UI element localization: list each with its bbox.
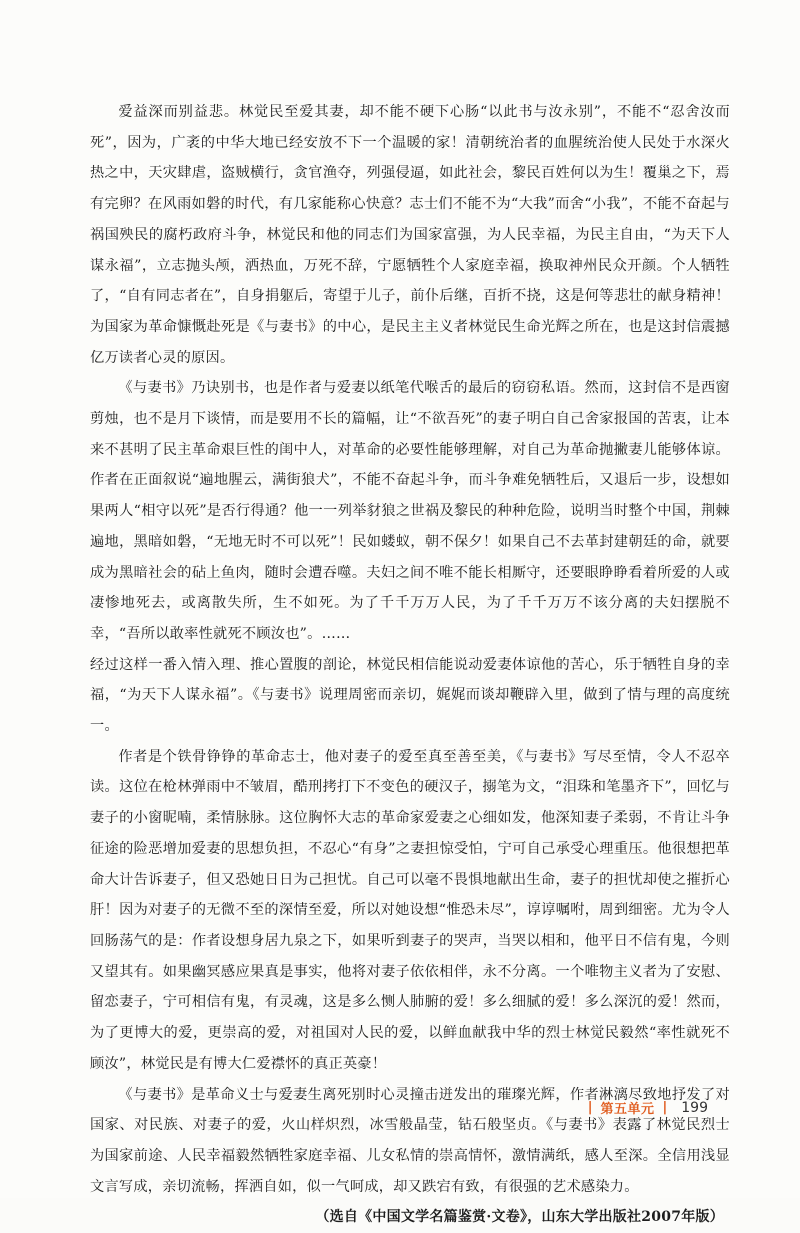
- unit-label: 第五单元: [600, 1102, 655, 1117]
- article-body: [90, 97, 730, 1233]
- source-citation: （选自《中国文学名篇鉴赏·文卷》，山东大学出版社2007年版）: [315, 1209, 724, 1226]
- paragraph: 作者是个铁骨铮铮的革命志士，他对妻子的爱至真至善至美，《与妻书》写尽至情，令人不忍卒读。这位在枪林弹雨中不皱眉，酷刑拷打下不变色的硬汉子，搦笔为文，“泪珠和笔墨齐下”，回忆与妻子的小窗昵喃，柔情脉脉。这位胸怀大志的革命家爱妻之心细如发，他深知妻子柔弱，不肯让斗争征途的险恶增加爱妻的思想负担，不忍心“有身”之妻担惊受怕，宁可自己承受心理重压。他很想把革命大计告诉妻子，但又恐她日日为己担忧。自己可以毫不畏惧地献出生命，妻子的担忧却使之摧折心肝！因为对妻子的无微不至的深情至爱，所以对她设想“惟恐未尽”，谆谆嘱咐，周到细密。尤为令人回肠荡气的是：作者设想身居九泉之下，如果听到妻子的哭声，当哭以相和，他平日不信有鬼，今则又望其有。如果幽冥感应果真是事实，他将对妻子依依相伴，永不分离。一个唯物主义者为了安慰、留恋妻子，宁可相信有鬼，有灵魂，这是多么恻人肺腑的爱！多么细腻的爱！多么深沉的爱！然而，为了更博大的爱，更崇高的爱，对祖国对人民的爱，以鲜血献我中华的烈士林觉民毅然“率性就死不顾汝”，林觉民是有博大仁爱襟怀的真正英豪！: [90, 748, 730, 1072]
- paragraph: 《与妻书》是革命义士与爱妻生离死别时心灵撞击迸发出的璀璨光辉，作者淋漓尽致地抒发了对国家、对民族、对妻子的爱，火山样炽烈，冰雪般晶莹，钻石般坚贞。《与妻书》表露了林觉民烈士为国家前途、人民幸福毅然牺牲家庭幸福、儿女私情的崇高情怀，激情满纸，感人至深。全信用浅显文言写成，亲切流畅，挥洒自如，似一气呵成，却又跌宕有致，有很强的艺术感染力。: [90, 1086, 730, 1195]
- paragraph-continuation: 经过这样一番入情入理、推心置腹的剖论，林觉民相信能说动爱妻体谅他的苦心，乐于牺牲自身的幸福，“为天下人谋永福”。《与妻书》说理周密而亲切，娓娓而谈却鞭辟入里，做到了情与理的高度统一。: [90, 656, 730, 735]
- paragraph: 《与妻书》乃诀别书，也是作者与爱妻以纸笔代喉舌的最后的窃窃私语。然而，这封信不是西窗剪烛，也不是月下谈情，而是要用不长的篇幅，让“不欲吾死”的妻子明白自己舍家报国的苦衷，让本来不甚明了民主革命艰巨性的闺中人，对革命的必要性能够理解，对自己为革命抛撇妻儿能够体谅。作者在正面叙说“遍地腥云，满街狼犬”，不能不奋起斗争，而斗争难免牺牲后，又退后一步，设想如果两人“相守以死”是否行得通？他一一列举豺狼之世祸及黎民的种种危险，说明当时整个中国，荆棘遍地，黑暗如磐，“无地无时不可以死”！民如蝼蚁，朝不保夕！如果自己不去革封建朝廷的命，就要成为黑暗社会的砧上鱼肉，随时会遭吞噬。夫妇之间不唯不能长相厮守，还要眼睁睁看着所爱的人或凄惨地死去，或离散失所，生不如死。为了千千万万人民，为了千千万万不该分离的夫妇摆脱不幸，“吾所以敢率性就死不顾汝也”。……: [90, 380, 730, 642]
- footer-divider-right: |: [662, 1100, 668, 1115]
- paragraph: 爱益深而别益悲。林觉民至爱其妻，却不能不硬下心肠“以此书与汝永别”，不能不“忍舍汝而死”，因为，广袤的中华大地已经安放不下一个温暖的家！清朝统治者的血腥统治使人民处于水深火热之中，天灾肆虐，盗贼横行，贪官渔夺，列强侵逼，如此社会，黎民百姓何以为生！覆巢之下，焉有完卵？在风雨如磐的时代，有几家能称心快意？志士们不能不为“大我”而舍“小我”，不能不奋起与祸国殃民的腐朽政府斗争，林觉民和他的同志们为国家富强，为人民幸福，为民主自由，“为天下人谋永福”，立志抛头颅，洒热血，万死不辞，宁愿牺牲个人家庭幸福，换取神州民众开颜。个人牺牲了，“自有同志者在”，自身捐躯后，寄望于儿子，前仆后继，百折不挠，这是何等悲壮的献身精神！为国家为革命慷慨赴死是《与妻书》的中心，是民主主义者林觉民生命光辉之所在，也是这封信震撼亿万读者心灵的原因。: [90, 104, 730, 366]
- page-footer: [588, 1098, 708, 1117]
- footer-divider-left: |: [587, 1100, 593, 1115]
- page-number: 199: [681, 1099, 708, 1116]
